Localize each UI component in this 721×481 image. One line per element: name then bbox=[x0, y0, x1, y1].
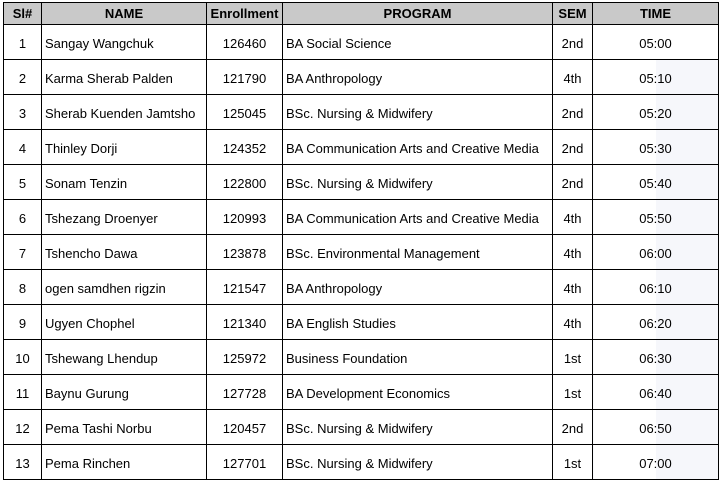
cell-name[interactable]: Ugyen Chophel bbox=[42, 305, 207, 340]
cell-program[interactable]: BSc. Nursing & Midwifery bbox=[283, 95, 553, 130]
cell-enrollment[interactable]: 125045 bbox=[207, 95, 283, 130]
cell-time[interactable]: 06:20 bbox=[593, 305, 719, 340]
cell-sl[interactable]: 2 bbox=[4, 60, 42, 95]
cell-time[interactable]: 05:50 bbox=[593, 200, 719, 235]
header-name[interactable]: NAME bbox=[42, 3, 207, 25]
cell-sl[interactable]: 9 bbox=[4, 305, 42, 340]
cell-time[interactable]: 06:50 bbox=[593, 410, 719, 445]
cell-time[interactable]: 05:20 bbox=[593, 95, 719, 130]
cell-sem[interactable]: 4th bbox=[553, 305, 593, 340]
cell-time[interactable]: 05:00 bbox=[593, 25, 719, 60]
schedule-table bbox=[3, 2, 719, 480]
table-body bbox=[4, 25, 719, 480]
cell-time[interactable]: 06:00 bbox=[593, 235, 719, 270]
cell-program[interactable]: BSc. Environmental Management bbox=[283, 235, 553, 270]
cell-sl[interactable]: 6 bbox=[4, 200, 42, 235]
cell-sem[interactable]: 1st bbox=[553, 445, 593, 480]
cell-program[interactable]: BSc. Nursing & Midwifery bbox=[283, 445, 553, 480]
schedule-sheet bbox=[3, 2, 719, 480]
cell-program[interactable]: BA Anthropology bbox=[283, 270, 553, 305]
table-row bbox=[4, 445, 719, 480]
cell-sl[interactable]: 12 bbox=[4, 410, 42, 445]
cell-name[interactable]: Tshencho Dawa bbox=[42, 235, 207, 270]
cell-enrollment[interactable]: 124352 bbox=[207, 130, 283, 165]
cell-name[interactable]: Sonam Tenzin bbox=[42, 165, 207, 200]
cell-sl[interactable]: 10 bbox=[4, 340, 42, 375]
table-row bbox=[4, 375, 719, 410]
cell-enrollment[interactable]: 125972 bbox=[207, 340, 283, 375]
header-enrollment[interactable]: Enrollment bbox=[207, 3, 283, 25]
cell-program[interactable]: BA Social Science bbox=[283, 25, 553, 60]
cell-sl[interactable]: 13 bbox=[4, 445, 42, 480]
cell-name[interactable]: Sangay Wangchuk bbox=[42, 25, 207, 60]
cell-sl[interactable]: 8 bbox=[4, 270, 42, 305]
cell-enrollment[interactable]: 121547 bbox=[207, 270, 283, 305]
header-sl[interactable]: Sl# bbox=[4, 3, 42, 25]
header-sem[interactable]: SEM bbox=[553, 3, 593, 25]
cell-sem[interactable]: 2nd bbox=[553, 95, 593, 130]
cell-sem[interactable]: 4th bbox=[553, 200, 593, 235]
cell-name[interactable]: Pema Tashi Norbu bbox=[42, 410, 207, 445]
cell-name[interactable]: Sherab Kuenden Jamtsho bbox=[42, 95, 207, 130]
cell-sem[interactable]: 2nd bbox=[553, 25, 593, 60]
cell-enrollment[interactable]: 120457 bbox=[207, 410, 283, 445]
header-time[interactable]: TIME bbox=[593, 3, 719, 25]
cell-sl[interactable]: 5 bbox=[4, 165, 42, 200]
cell-sl[interactable]: 7 bbox=[4, 235, 42, 270]
cell-sem[interactable]: 1st bbox=[553, 340, 593, 375]
cell-program[interactable]: BA Anthropology bbox=[283, 60, 553, 95]
cell-sem[interactable]: 4th bbox=[553, 270, 593, 305]
header-program[interactable]: PROGRAM bbox=[283, 3, 553, 25]
cell-sem[interactable]: 4th bbox=[553, 235, 593, 270]
cell-time[interactable]: 06:10 bbox=[593, 270, 719, 305]
cell-time[interactable]: 06:40 bbox=[593, 375, 719, 410]
cell-name[interactable]: Tshewang Lhendup bbox=[42, 340, 207, 375]
table-row bbox=[4, 235, 719, 270]
cell-name[interactable]: ogen samdhen rigzin bbox=[42, 270, 207, 305]
table-row bbox=[4, 270, 719, 305]
cell-sem[interactable]: 2nd bbox=[553, 165, 593, 200]
cell-sem[interactable]: 1st bbox=[553, 375, 593, 410]
table-row bbox=[4, 60, 719, 95]
cell-time[interactable]: 05:30 bbox=[593, 130, 719, 165]
cell-sl[interactable]: 1 bbox=[4, 25, 42, 60]
cell-program[interactable]: BA Communication Arts and Creative Media bbox=[283, 130, 553, 165]
cell-enrollment[interactable]: 120993 bbox=[207, 200, 283, 235]
cell-enrollment[interactable]: 122800 bbox=[207, 165, 283, 200]
cell-name[interactable]: Karma Sherab Palden bbox=[42, 60, 207, 95]
cell-enrollment[interactable]: 127728 bbox=[207, 375, 283, 410]
cell-sl[interactable]: 11 bbox=[4, 375, 42, 410]
table-row bbox=[4, 305, 719, 340]
cell-enrollment[interactable]: 121340 bbox=[207, 305, 283, 340]
cell-program[interactable]: BSc. Nursing & Midwifery bbox=[283, 410, 553, 445]
cell-time[interactable]: 06:30 bbox=[593, 340, 719, 375]
cell-sem[interactable]: 4th bbox=[553, 60, 593, 95]
cell-enrollment[interactable]: 127701 bbox=[207, 445, 283, 480]
table-row bbox=[4, 25, 719, 60]
table-row bbox=[4, 340, 719, 375]
cell-sl[interactable]: 3 bbox=[4, 95, 42, 130]
table-row bbox=[4, 95, 719, 130]
cell-program[interactable]: BA English Studies bbox=[283, 305, 553, 340]
cell-time[interactable]: 05:10 bbox=[593, 60, 719, 95]
cell-program[interactable]: BA Development Economics bbox=[283, 375, 553, 410]
cell-sem[interactable]: 2nd bbox=[553, 410, 593, 445]
header-row bbox=[4, 3, 719, 25]
cell-name[interactable]: Tshezang Droenyer bbox=[42, 200, 207, 235]
cell-time[interactable]: 07:00 bbox=[593, 445, 719, 480]
cell-program[interactable]: BA Communication Arts and Creative Media bbox=[283, 200, 553, 235]
cell-sem[interactable]: 2nd bbox=[553, 130, 593, 165]
cell-name[interactable]: Baynu Gurung bbox=[42, 375, 207, 410]
table-row bbox=[4, 165, 719, 200]
cell-program[interactable]: BSc. Nursing & Midwifery bbox=[283, 165, 553, 200]
table-row bbox=[4, 130, 719, 165]
cell-enrollment[interactable]: 123878 bbox=[207, 235, 283, 270]
table-header bbox=[4, 3, 719, 25]
cell-name[interactable]: Pema Rinchen bbox=[42, 445, 207, 480]
cell-enrollment[interactable]: 121790 bbox=[207, 60, 283, 95]
table-row bbox=[4, 410, 719, 445]
cell-sl[interactable]: 4 bbox=[4, 130, 42, 165]
cell-program[interactable]: Business Foundation bbox=[283, 340, 553, 375]
cell-name[interactable]: Thinley Dorji bbox=[42, 130, 207, 165]
cell-time[interactable]: 05:40 bbox=[593, 165, 719, 200]
cell-enrollment[interactable]: 126460 bbox=[207, 25, 283, 60]
table-row bbox=[4, 200, 719, 235]
